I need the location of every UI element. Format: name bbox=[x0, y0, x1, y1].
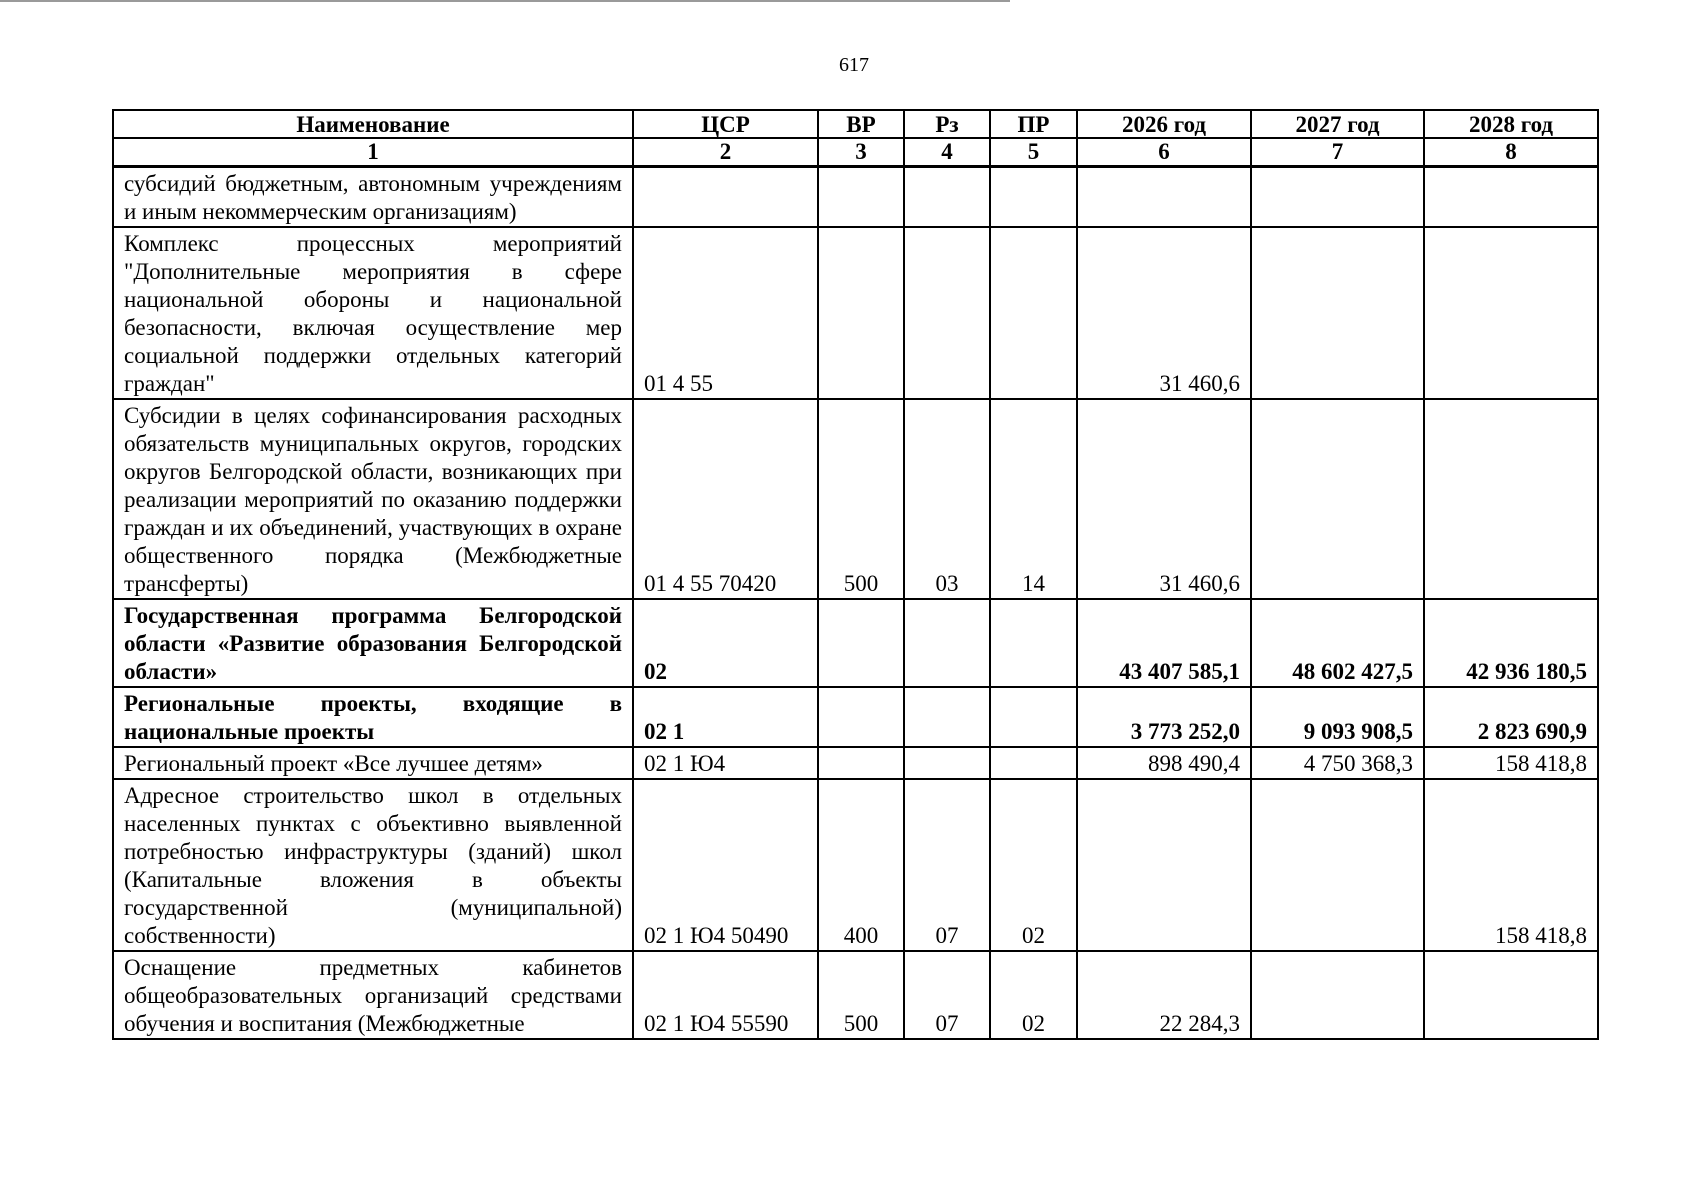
row-name: Государственная программа Белгородской области «Развитие образования Белгородской области» bbox=[113, 599, 633, 687]
row-vr bbox=[818, 167, 904, 228]
row-csr: 02 1 bbox=[633, 687, 818, 747]
row-rz: 07 bbox=[904, 951, 990, 1039]
row-2027 bbox=[1251, 167, 1424, 228]
row-pr: 02 bbox=[990, 951, 1077, 1039]
table-row bbox=[113, 951, 1598, 1039]
top-rule bbox=[0, 0, 1010, 2]
table-row bbox=[113, 399, 1598, 599]
row-2028: 158 418,8 bbox=[1424, 779, 1598, 951]
row-2028 bbox=[1424, 167, 1598, 228]
row-name: Адресное строительство школ в отдельных населенных пунктах с объективно выявленной потребностью инфраструктуры (зданий) школ (Капитальные вложения в объекты государственной (муниципальной) собственности) bbox=[113, 779, 633, 951]
row-name: Региональные проекты, входящие в национальные проекты bbox=[113, 687, 633, 747]
row-vr: 500 bbox=[818, 399, 904, 599]
row-vr bbox=[818, 599, 904, 687]
col-number: 4 bbox=[904, 138, 990, 167]
header-2026: 2026 год bbox=[1077, 110, 1251, 138]
header-2028: 2028 год bbox=[1424, 110, 1598, 138]
row-pr bbox=[990, 599, 1077, 687]
row-rz bbox=[904, 687, 990, 747]
row-pr bbox=[990, 167, 1077, 228]
row-2028 bbox=[1424, 227, 1598, 399]
row-pr: 14 bbox=[990, 399, 1077, 599]
row-2027 bbox=[1251, 779, 1424, 951]
row-rz bbox=[904, 599, 990, 687]
header-vr: ВР bbox=[818, 110, 904, 138]
table-row bbox=[113, 779, 1598, 951]
row-name: субсидий бюджетным, автономным учреждениям и иным некоммерческим организациям) bbox=[113, 167, 633, 228]
page-number: 617 bbox=[839, 54, 869, 76]
col-number: 1 bbox=[113, 138, 633, 167]
row-2027: 48 602 427,5 bbox=[1251, 599, 1424, 687]
row-name: Региональный проект «Все лучшее детям» bbox=[113, 747, 633, 779]
row-2026 bbox=[1077, 167, 1251, 228]
col-number: 6 bbox=[1077, 138, 1251, 167]
table-row bbox=[113, 747, 1598, 779]
row-csr: 02 1 Ю4 bbox=[633, 747, 818, 779]
row-2028 bbox=[1424, 399, 1598, 599]
row-csr: 02 bbox=[633, 599, 818, 687]
row-2026 bbox=[1077, 779, 1251, 951]
col-number: 5 bbox=[990, 138, 1077, 167]
row-vr: 400 bbox=[818, 779, 904, 951]
row-csr: 01 4 55 bbox=[633, 227, 818, 399]
row-rz: 03 bbox=[904, 399, 990, 599]
row-2028: 42 936 180,5 bbox=[1424, 599, 1598, 687]
row-2026: 898 490,4 bbox=[1077, 747, 1251, 779]
row-2027 bbox=[1251, 399, 1424, 599]
row-2026: 31 460,6 bbox=[1077, 227, 1251, 399]
table-row bbox=[113, 227, 1598, 399]
table-row bbox=[113, 599, 1598, 687]
row-pr bbox=[990, 687, 1077, 747]
col-number: 2 bbox=[633, 138, 818, 167]
row-pr: 02 bbox=[990, 779, 1077, 951]
column-number-row bbox=[113, 138, 1598, 167]
row-csr: 01 4 55 70420 bbox=[633, 399, 818, 599]
col-number: 7 bbox=[1251, 138, 1424, 167]
header-name: Наименование bbox=[113, 110, 633, 138]
row-csr bbox=[633, 167, 818, 228]
row-rz bbox=[904, 167, 990, 228]
row-2026: 43 407 585,1 bbox=[1077, 599, 1251, 687]
row-rz bbox=[904, 747, 990, 779]
row-name: Субсидии в целях софинансирования расходных обязательств муниципальных округов, городских округов Белгородской области, возникающих при реализации мероприятий по оказанию поддержки граждан и их объединений, участвующих в охране общественного порядка (Межбюджетные трансферты) bbox=[113, 399, 633, 599]
row-pr bbox=[990, 227, 1077, 399]
row-vr bbox=[818, 687, 904, 747]
table-row bbox=[113, 167, 1598, 228]
row-vr bbox=[818, 227, 904, 399]
row-2027: 9 093 908,5 bbox=[1251, 687, 1424, 747]
header-csr: ЦСР bbox=[633, 110, 818, 138]
row-name: Комплекс процессных мероприятий "Дополнительные мероприятия в сфере национальной обороны и национальной безопасности, включая осуществление мер социальной поддержки отдельных категорий граждан" bbox=[113, 227, 633, 399]
row-vr bbox=[818, 747, 904, 779]
budget-table bbox=[112, 109, 1599, 1040]
row-pr bbox=[990, 747, 1077, 779]
row-2027 bbox=[1251, 227, 1424, 399]
row-2028 bbox=[1424, 951, 1598, 1039]
col-number: 3 bbox=[818, 138, 904, 167]
row-2027 bbox=[1251, 951, 1424, 1039]
row-2028: 2 823 690,9 bbox=[1424, 687, 1598, 747]
header-pr: ПР bbox=[990, 110, 1077, 138]
row-2026: 31 460,6 bbox=[1077, 399, 1251, 599]
col-number: 8 bbox=[1424, 138, 1598, 167]
row-rz bbox=[904, 227, 990, 399]
row-csr: 02 1 Ю4 55590 bbox=[633, 951, 818, 1039]
table-row bbox=[113, 687, 1598, 747]
header-2027: 2027 год bbox=[1251, 110, 1424, 138]
row-name: Оснащение предметных кабинетов общеобразовательных организаций средствами обучения и воспитания (Межбюджетные bbox=[113, 951, 633, 1039]
row-vr: 500 bbox=[818, 951, 904, 1039]
header-rz: Рз bbox=[904, 110, 990, 138]
row-rz: 07 bbox=[904, 779, 990, 951]
row-2028: 158 418,8 bbox=[1424, 747, 1598, 779]
row-2026: 22 284,3 bbox=[1077, 951, 1251, 1039]
row-2026: 3 773 252,0 bbox=[1077, 687, 1251, 747]
row-csr: 02 1 Ю4 50490 bbox=[633, 779, 818, 951]
header-row bbox=[113, 110, 1598, 138]
row-2027: 4 750 368,3 bbox=[1251, 747, 1424, 779]
